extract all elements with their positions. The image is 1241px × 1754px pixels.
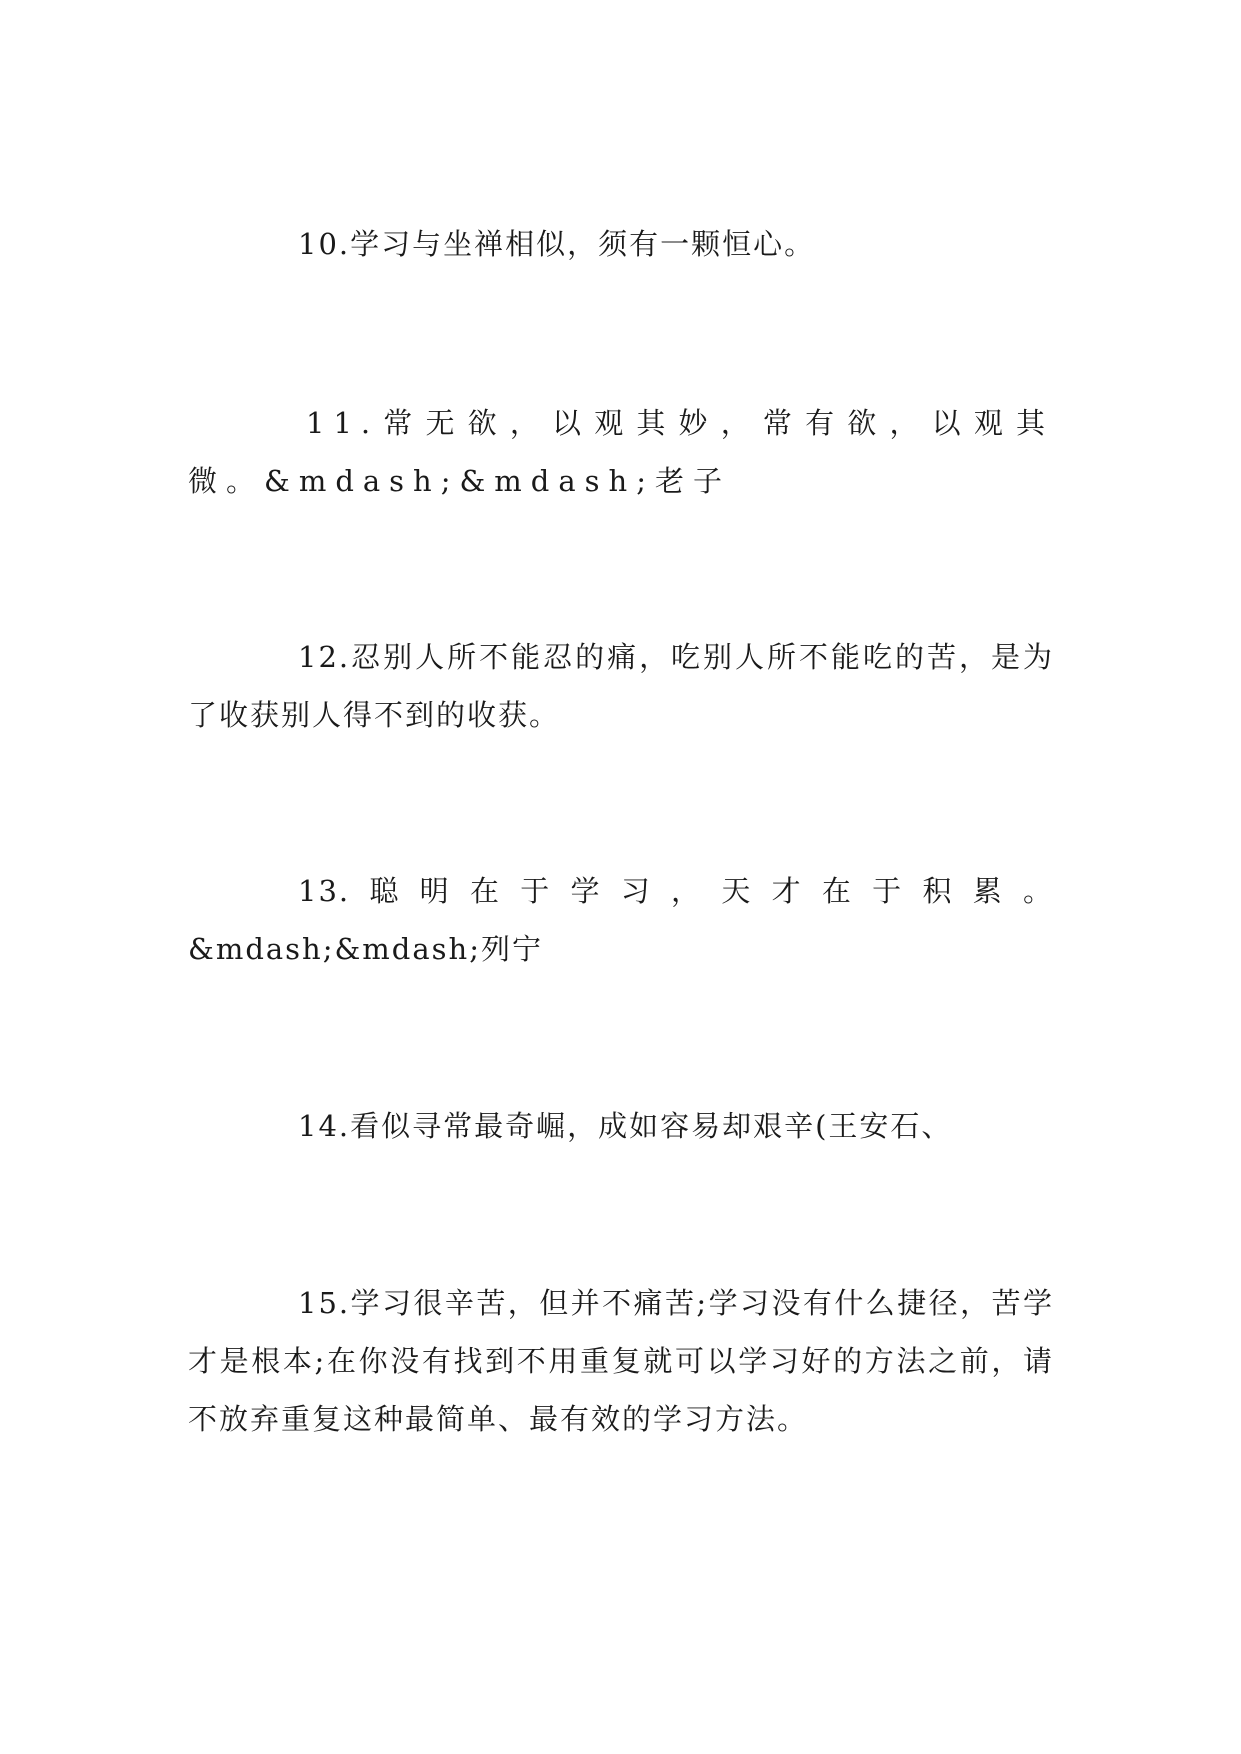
paragraph-11: 11.常无欲，以观其妙，常有欲，以观其微。&mdash;&mdash;老子 — [188, 406, 1054, 498]
paragraph-10: 10.学习与坐禅相似，须有一颗恒心。 — [298, 227, 816, 261]
paragraph-13: 13.聪明在于学习，天才在于积累。&mdash;&mdash;列宁 — [188, 874, 1054, 966]
paragraph-12: 12.忍别人所不能忍的痛，吃别人所不能吃的苦，是为了收获别人得不到的收获。 — [188, 640, 1054, 732]
paragraph-14: 14.看似寻常最奇崛，成如容易却艰辛(王安石、 — [298, 1109, 953, 1143]
paragraph-15: 15.学习很辛苦，但并不痛苦;学习没有什么捷径，苦学才是根本;在你没有找到不用重复就可以学习好的方法之前，请不放弃重复这种最简单、最有效的学习方法。 — [188, 1286, 1054, 1436]
